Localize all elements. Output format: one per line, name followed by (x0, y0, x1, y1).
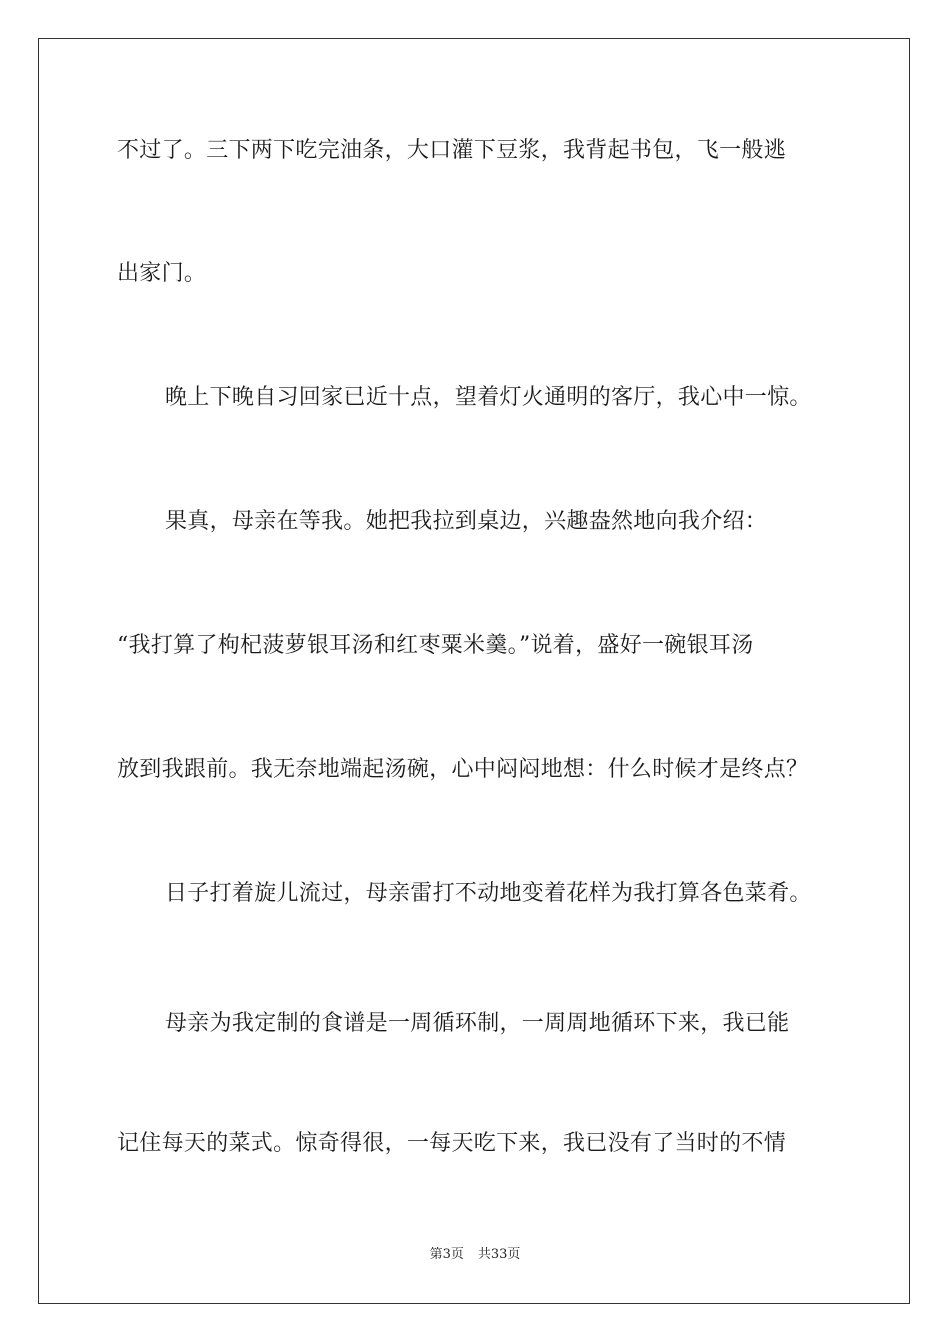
page-number: 第3页 (429, 1247, 464, 1262)
text-line: 记住每天的菜式。惊奇得很，一每天吃下来，我已没有了当时的不情 (117, 1131, 787, 1156)
total-pages: 共33页 (477, 1247, 521, 1262)
page-frame (38, 38, 910, 1304)
text-line: 晚上下晚自习回家已近十点，望着灯火通明的客厅，我心中一惊。 (165, 385, 812, 410)
page-footer (0, 1246, 950, 1264)
text-line: 日子打着旋儿流过，母亲雷打不动地变着花样为我打算各色菜肴。 (165, 881, 812, 906)
text-line: 不过了。三下两下吃完油条，大口灌下豆浆，我背起书包，飞一般逃 (117, 138, 787, 163)
text-line: “我打算了枸杞菠萝银耳汤和红枣粟米羹。”说着，盛好一碗银耳汤 (117, 633, 754, 658)
text-line: 果真，母亲在等我。她把我拉到桌边，兴趣盎然地向我介绍： (165, 509, 768, 534)
text-line: 母亲为我定制的食谱是一周循环制，一周周地循环下来，我已能 (165, 1011, 790, 1036)
text-line: 出家门。 (117, 261, 207, 286)
text-line: 放到我跟前。我无奈地端起汤碗，心中闷闷地想：什么时候才是终点？ (117, 757, 809, 782)
